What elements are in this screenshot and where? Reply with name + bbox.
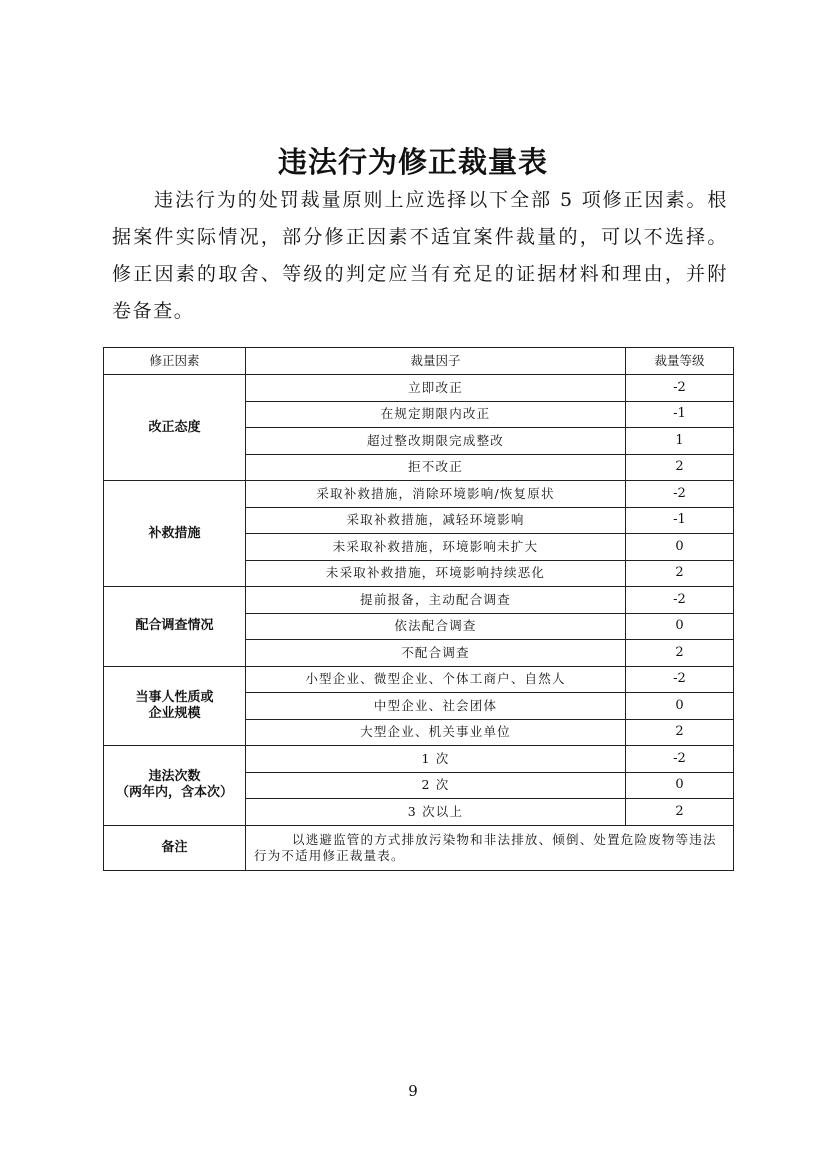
discretion-level-cell: 0 — [626, 613, 734, 640]
factor-group-label — [104, 666, 246, 746]
discretion-factor-cell: 未采取补救措施，环境影响持续恶化 — [246, 560, 626, 587]
discretion-factor-cell: 依法配合调查 — [246, 613, 626, 640]
discretion-level-cell: -2 — [626, 587, 734, 614]
factor-group-label — [104, 481, 246, 587]
discretion-level-cell: -2 — [626, 666, 734, 693]
correction-factors-table — [103, 347, 734, 871]
discretion-level-cell: 1 — [626, 428, 734, 455]
factor-group-label — [104, 375, 246, 481]
header-correction-factor: 修正因素 — [104, 348, 246, 375]
table-row — [104, 666, 734, 693]
factor-group-label-line: 补救措施 — [148, 525, 201, 541]
discretion-factor-cell: 超过整改期限完成整改 — [246, 428, 626, 455]
discretion-factor-cell: 立即改正 — [246, 375, 626, 402]
factor-group-label-line: 配合调查情况 — [135, 618, 214, 634]
remark-text: 以逃避监管的方式排放污染物和非法排放、倾倒、处置危险废物等违法行为不适用修正裁量表。 — [246, 825, 734, 870]
table-row — [104, 375, 734, 402]
factor-group-label-line: 改正态度 — [148, 419, 201, 435]
page-title: 违法行为修正裁量表 — [277, 145, 548, 179]
discretion-factor-cell: 拒不改正 — [246, 454, 626, 481]
discretion-factor-cell: 采取补救措施，减轻环境影响 — [246, 507, 626, 534]
discretion-level-cell: -1 — [626, 401, 734, 428]
table-header-row — [104, 348, 734, 375]
discretion-factor-cell: 大型企业、机关事业单位 — [246, 719, 626, 746]
discretion-factor-cell: 在规定期限内改正 — [246, 401, 626, 428]
table-row — [104, 481, 734, 508]
factor-group-label-line: （两年内，含本次） — [115, 785, 233, 801]
factor-group-label — [104, 746, 246, 826]
discretion-factor-cell: 小型企业、微型企业、个体工商户、自然人 — [246, 666, 626, 693]
discretion-level-cell: 2 — [626, 640, 734, 667]
discretion-factor-cell: 采取补救措施，消除环境影响/恢复原状 — [246, 481, 626, 508]
intro-paragraph: 违法行为的处罚裁量原则上应选择以下全部 5 项修正因素。根据案件实际情况，部分修正因素不适宜案件裁量的，可以不选择。修正因素的取舍、等级的判定应当有充足的证据材料和理由，并附卷备查。 — [112, 189, 728, 322]
discretion-factor-cell: 2 次 — [246, 772, 626, 799]
discretion-level-cell: -1 — [626, 507, 734, 534]
table-body — [104, 375, 734, 826]
factor-group-label-line: 当事人性质或 — [135, 689, 214, 705]
factor-group-label-line: 企业规模 — [148, 705, 201, 721]
discretion-level-cell: 0 — [626, 534, 734, 561]
header-discretion-level: 裁量等级 — [626, 348, 734, 375]
discretion-factor-cell: 不配合调查 — [246, 640, 626, 667]
page-number: 9 — [408, 1082, 418, 1100]
discretion-level-cell: 0 — [626, 772, 734, 799]
factor-group-label-line: 违法次数 — [148, 769, 201, 785]
discretion-factor-cell: 未采取补救措施，环境影响未扩大 — [246, 534, 626, 561]
discretion-level-cell: 2 — [626, 799, 734, 826]
header-discretion-factor: 裁量因子 — [246, 348, 626, 375]
discretion-level-cell: -2 — [626, 481, 734, 508]
table-row — [104, 746, 734, 773]
table-row — [104, 587, 734, 614]
discretion-level-cell: -2 — [626, 746, 734, 773]
discretion-factor-cell: 提前报备，主动配合调查 — [246, 587, 626, 614]
discretion-factor-cell: 3 次以上 — [246, 799, 626, 826]
discretion-level-cell: 2 — [626, 560, 734, 587]
discretion-factor-cell: 1 次 — [246, 746, 626, 773]
discretion-level-cell: 2 — [626, 719, 734, 746]
remark-label: 备注 — [104, 825, 246, 870]
factor-group-label — [104, 587, 246, 667]
remark-row — [104, 825, 734, 870]
discretion-level-cell: 2 — [626, 454, 734, 481]
discretion-factor-cell: 中型企业、社会团体 — [246, 693, 626, 720]
discretion-level-cell: 0 — [626, 693, 734, 720]
discretion-level-cell: -2 — [626, 375, 734, 402]
